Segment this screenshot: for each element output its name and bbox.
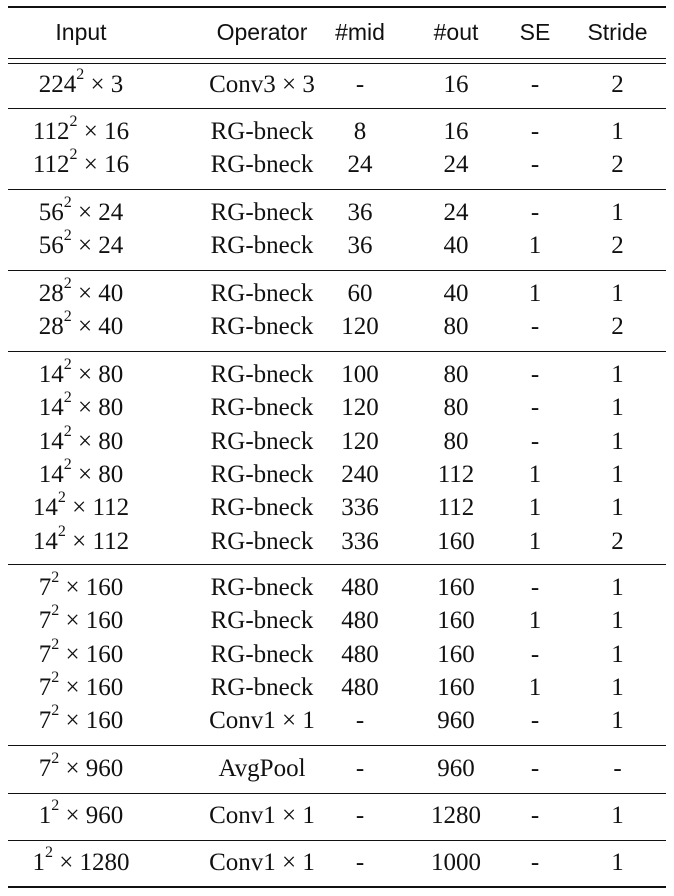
input-base: 7 — [38, 674, 52, 701]
input-base: 14 — [38, 428, 64, 455]
cell-stride: 1 — [611, 280, 624, 307]
cell-out: 160 — [437, 607, 475, 634]
cell-operator: RG-bneck — [210, 118, 314, 145]
cell-stride: 1 — [611, 641, 624, 668]
input-base: 112 — [32, 118, 70, 145]
input-rest: × 3 — [84, 71, 124, 98]
input-base: 14 — [38, 461, 64, 488]
cell-stride: 1 — [611, 607, 624, 634]
table-row — [0, 455, 674, 490]
group-rule — [8, 840, 666, 841]
cell-stride: 1 — [611, 674, 624, 701]
cell-mid: 36 — [347, 232, 373, 259]
cell-mid: 480 — [341, 574, 379, 601]
cell-out: 960 — [437, 707, 475, 734]
cell-se: - — [530, 641, 540, 668]
input-rest: × 80 — [71, 461, 124, 488]
cell-operator: AvgPool — [218, 755, 306, 782]
cell-mid: 480 — [341, 607, 379, 634]
input-rest: × 160 — [59, 707, 124, 734]
cell-out: 960 — [437, 755, 475, 782]
input-rest: × 24 — [71, 232, 124, 259]
cell-out: 160 — [437, 574, 475, 601]
input-exponent: 2 — [51, 796, 60, 814]
cell-stride: 2 — [611, 528, 624, 555]
cell-operator: RG-bneck — [210, 313, 314, 340]
cell-operator: RG-bneck — [210, 641, 314, 668]
input-exponent: 2 — [63, 307, 72, 325]
cell-out: 112 — [437, 494, 475, 521]
cell-se: 1 — [528, 528, 542, 555]
cell-operator: RG-bneck — [210, 428, 314, 455]
table-row — [0, 112, 674, 147]
cell-out: 80 — [443, 394, 469, 421]
cell-out: 16 — [443, 71, 469, 98]
input-exponent: 2 — [76, 65, 85, 83]
table-row — [0, 274, 674, 309]
cell-mid: 8 — [353, 118, 367, 145]
cell-out: 160 — [437, 528, 475, 555]
cell-stride: 1 — [611, 394, 624, 421]
input-base: 14 — [38, 361, 64, 388]
cell-operator: RG-bneck — [210, 199, 314, 226]
cell-input — [0, 422, 162, 457]
cell-se: - — [530, 199, 540, 226]
cell-input — [0, 355, 162, 390]
cell-input — [0, 226, 162, 261]
input-exponent: 2 — [63, 274, 72, 292]
input-exponent: 2 — [51, 668, 60, 686]
input-exponent: 2 — [57, 488, 66, 506]
cell-stride: 1 — [611, 361, 624, 388]
cell-operator: Conv1 × 1 — [209, 802, 315, 829]
cell-stride: 1 — [611, 199, 624, 226]
input-exponent: 2 — [63, 355, 72, 373]
cell-operator: RG-bneck — [210, 461, 314, 488]
input-base: 14 — [38, 394, 64, 421]
top-rule — [8, 6, 666, 8]
cell-se: 1 — [528, 232, 542, 259]
cell-mid: 36 — [347, 199, 373, 226]
input-exponent: 2 — [63, 422, 72, 440]
input-rest: × 40 — [71, 280, 124, 307]
input-exponent: 2 — [44, 843, 53, 861]
cell-se: - — [530, 361, 540, 388]
cell-operator: RG-bneck — [210, 494, 314, 521]
cell-mid: 24 — [347, 151, 373, 178]
table-row — [0, 796, 674, 831]
cell-input — [0, 307, 162, 342]
table-row — [0, 145, 674, 180]
input-exponent: 2 — [63, 455, 72, 473]
cell-mid: 480 — [341, 641, 379, 668]
input-exponent: 2 — [51, 568, 60, 586]
cell-se: 1 — [528, 607, 542, 634]
cell-out: 16 — [443, 118, 469, 145]
cell-mid: 60 — [347, 280, 373, 307]
input-base: 28 — [38, 313, 64, 340]
header-se: SE — [519, 19, 551, 45]
input-rest: × 16 — [77, 118, 130, 145]
cell-input — [0, 568, 162, 603]
cell-stride: 1 — [611, 707, 624, 734]
cell-stride: 2 — [611, 151, 624, 178]
input-exponent: 2 — [57, 522, 66, 540]
input-exponent: 2 — [51, 749, 60, 767]
cell-stride: 1 — [611, 461, 624, 488]
cell-out: 80 — [443, 361, 469, 388]
input-base: 7 — [38, 574, 52, 601]
input-base: 7 — [38, 641, 52, 668]
cell-se: - — [530, 428, 540, 455]
cell-out: 1280 — [431, 802, 481, 829]
cell-input — [0, 796, 162, 831]
cell-se: - — [530, 802, 540, 829]
cell-se: 1 — [528, 461, 542, 488]
cell-stride: 2 — [611, 232, 624, 259]
cell-input — [0, 65, 162, 100]
cell-operator: Conv1 × 1 — [209, 849, 315, 876]
cell-stride: 2 — [611, 313, 624, 340]
input-rest: × 24 — [71, 199, 124, 226]
input-exponent: 2 — [69, 112, 78, 130]
cell-mid: 480 — [341, 674, 379, 701]
cell-input — [0, 455, 162, 490]
group-rule — [8, 564, 666, 565]
table-row — [0, 226, 674, 261]
cell-operator: RG-bneck — [210, 394, 314, 421]
table-row — [0, 843, 674, 878]
cell-input — [0, 193, 162, 228]
cell-input — [0, 112, 162, 147]
table-row — [0, 388, 674, 423]
table-row — [0, 422, 674, 457]
cell-input — [0, 274, 162, 309]
cell-out: 24 — [443, 199, 469, 226]
cell-operator: RG-bneck — [210, 151, 314, 178]
cell-se: 1 — [528, 280, 542, 307]
table-row — [0, 522, 674, 557]
cell-out: 112 — [437, 461, 475, 488]
cell-operator: Conv3 × 3 — [209, 71, 315, 98]
table-row — [0, 488, 674, 523]
input-rest: × 80 — [71, 394, 124, 421]
header-row — [0, 17, 674, 47]
cell-mid: 336 — [341, 528, 379, 555]
group-rule — [8, 108, 666, 109]
cell-stride: 1 — [611, 494, 624, 521]
table-row — [0, 701, 674, 736]
input-rest: × 80 — [71, 428, 124, 455]
cell-out: 80 — [443, 313, 469, 340]
header-rule-lower — [8, 63, 666, 64]
input-base: 28 — [38, 280, 64, 307]
input-base: 112 — [32, 151, 70, 178]
cell-se: - — [530, 118, 540, 145]
cell-stride: 2 — [611, 71, 624, 98]
cell-se: - — [530, 755, 540, 782]
cell-input — [0, 843, 162, 878]
cell-mid: 100 — [341, 361, 379, 388]
cell-se: - — [530, 574, 540, 601]
cell-se: - — [530, 394, 540, 421]
header-out: #out — [433, 19, 479, 45]
group-rule — [8, 793, 666, 794]
input-base: 7 — [38, 707, 52, 734]
input-rest: × 80 — [71, 361, 124, 388]
cell-input — [0, 488, 162, 523]
input-rest: × 16 — [77, 151, 130, 178]
cell-operator: RG-bneck — [210, 280, 314, 307]
cell-input — [0, 701, 162, 736]
input-rest: × 40 — [71, 313, 124, 340]
input-base: 224 — [38, 71, 77, 98]
cell-stride: 1 — [611, 849, 624, 876]
header-rule-upper — [8, 58, 666, 59]
table-row — [0, 601, 674, 636]
cell-out: 40 — [443, 232, 469, 259]
group-rule — [8, 745, 666, 746]
cell-stride: 1 — [611, 802, 624, 829]
header-mid: #mid — [335, 19, 385, 45]
cell-se: - — [530, 313, 540, 340]
cell-mid: - — [355, 71, 365, 98]
cell-operator: RG-bneck — [210, 674, 314, 701]
cell-mid: 240 — [341, 461, 379, 488]
cell-mid: - — [355, 755, 365, 782]
group-rule — [8, 189, 666, 190]
cell-operator: RG-bneck — [210, 574, 314, 601]
cell-mid: - — [355, 849, 365, 876]
cell-input — [0, 601, 162, 636]
header-input: Input — [55, 19, 107, 45]
input-rest: × 160 — [59, 674, 124, 701]
cell-mid: 120 — [341, 428, 379, 455]
cell-operator: RG-bneck — [210, 232, 314, 259]
cell-out: 24 — [443, 151, 469, 178]
input-rest: × 112 — [65, 494, 130, 521]
input-rest: × 960 — [59, 802, 124, 829]
cell-input — [0, 388, 162, 423]
cell-input — [0, 635, 162, 670]
bottom-rule — [8, 886, 666, 888]
input-exponent: 2 — [69, 145, 78, 163]
table-row — [0, 307, 674, 342]
group-rule — [8, 351, 666, 352]
cell-out: 160 — [437, 641, 475, 668]
cell-stride: 1 — [611, 428, 624, 455]
cell-input — [0, 145, 162, 180]
table-row — [0, 355, 674, 390]
cell-stride: 1 — [611, 118, 624, 145]
cell-stride: 1 — [611, 574, 624, 601]
input-exponent: 2 — [63, 226, 72, 244]
cell-operator: RG-bneck — [210, 361, 314, 388]
header-operator: Operator — [216, 19, 308, 45]
input-exponent: 2 — [51, 601, 60, 619]
cell-mid: 336 — [341, 494, 379, 521]
cell-input — [0, 749, 162, 784]
input-rest: × 1280 — [52, 849, 130, 876]
cell-mid: 120 — [341, 394, 379, 421]
table-row — [0, 635, 674, 670]
input-exponent: 2 — [51, 701, 60, 719]
input-rest: × 160 — [59, 607, 124, 634]
input-base: 1 — [32, 849, 45, 876]
cell-operator: RG-bneck — [210, 528, 314, 555]
input-rest: × 112 — [65, 528, 130, 555]
cell-input — [0, 522, 162, 557]
cell-se: - — [530, 151, 540, 178]
table-row — [0, 65, 674, 100]
cell-operator: Conv1 × 1 — [209, 707, 315, 734]
table-row — [0, 568, 674, 603]
header-stride: Stride — [587, 19, 648, 45]
cell-out: 1000 — [431, 849, 481, 876]
cell-se: - — [530, 849, 540, 876]
cell-stride: - — [613, 755, 622, 782]
input-exponent: 2 — [63, 193, 72, 211]
input-base: 7 — [38, 755, 52, 782]
cell-mid: 120 — [341, 313, 379, 340]
input-rest: × 960 — [59, 755, 124, 782]
cell-se: 1 — [528, 674, 542, 701]
input-rest: × 160 — [59, 574, 124, 601]
cell-out: 80 — [443, 428, 469, 455]
input-base: 56 — [38, 199, 64, 226]
cell-input — [0, 668, 162, 703]
input-exponent: 2 — [63, 388, 72, 406]
cell-se: 1 — [528, 494, 542, 521]
table-row — [0, 749, 674, 784]
cell-mid: - — [355, 802, 365, 829]
input-rest: × 160 — [59, 641, 124, 668]
table-row — [0, 193, 674, 228]
cell-out: 40 — [443, 280, 469, 307]
cell-se: - — [530, 707, 540, 734]
cell-out: 160 — [437, 674, 475, 701]
table-row — [0, 668, 674, 703]
cell-se: - — [530, 71, 540, 98]
input-base: 7 — [38, 607, 52, 634]
input-base: 14 — [32, 494, 58, 521]
input-base: 1 — [38, 802, 52, 829]
group-rule — [8, 270, 666, 271]
input-base: 56 — [38, 232, 64, 259]
cell-operator: RG-bneck — [210, 607, 314, 634]
input-base: 14 — [32, 528, 58, 555]
cell-mid: - — [355, 707, 365, 734]
input-exponent: 2 — [51, 635, 60, 653]
